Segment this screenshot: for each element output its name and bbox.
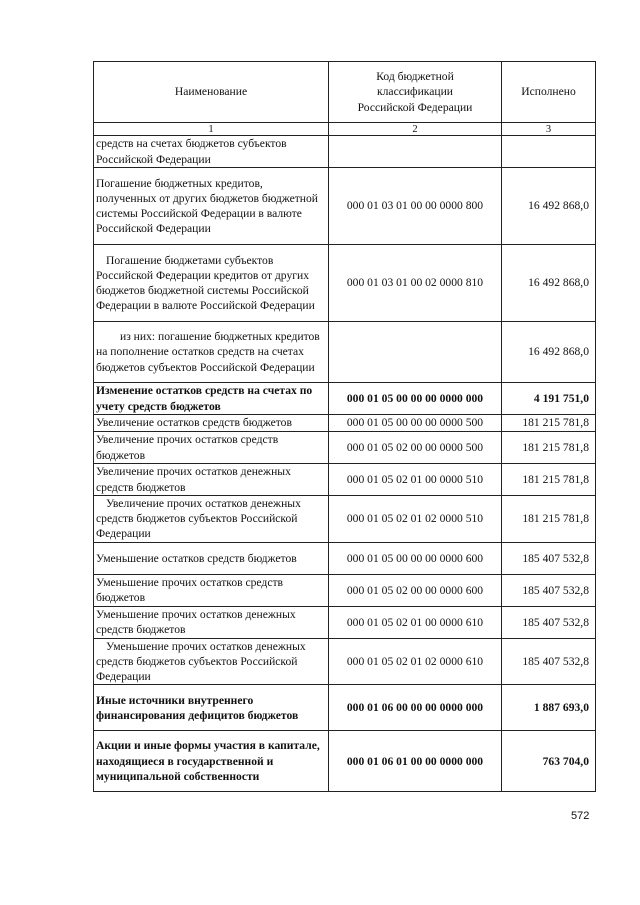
row-code: 000 01 03 01 00 00 0000 800 xyxy=(329,168,502,245)
row-value xyxy=(502,136,596,168)
row-code xyxy=(329,322,502,383)
table-row xyxy=(94,136,596,168)
row-code xyxy=(329,136,502,168)
row-value: 1 887 693,0 xyxy=(502,685,596,731)
table-row xyxy=(94,731,596,792)
header-name: Наименование xyxy=(94,62,329,123)
row-name xyxy=(94,496,329,543)
table-row xyxy=(94,496,596,543)
row-name: Увеличение прочих остатков средств бюджетов xyxy=(94,432,329,464)
row-value: 763 704,0 xyxy=(502,731,596,792)
table-row xyxy=(94,685,596,731)
row-name xyxy=(94,245,329,322)
table-row xyxy=(94,432,596,464)
row-code: 000 01 05 02 01 00 0000 610 xyxy=(329,606,502,638)
row-code: 000 01 06 01 00 00 0000 000 xyxy=(329,731,502,792)
row-name xyxy=(94,322,329,383)
column-number-row xyxy=(94,123,596,136)
row-value: 185 407 532,8 xyxy=(502,606,596,638)
row-value: 181 215 781,8 xyxy=(502,464,596,496)
row-value: 185 407 532,8 xyxy=(502,638,596,685)
column-number: 1 xyxy=(94,123,329,136)
table-row xyxy=(94,542,596,574)
table-row xyxy=(94,464,596,496)
row-name xyxy=(94,638,329,685)
row-value: 181 215 781,8 xyxy=(502,432,596,464)
row-value: 181 215 781,8 xyxy=(502,496,596,543)
row-name: Погашение бюджетных кредитов, полученных от других бюджетов бюджетной системы Российской Федерации в валюте Российской Федерации xyxy=(94,168,329,245)
row-name: Иные источники внутреннего финансирования дефицитов бюджетов xyxy=(94,685,329,731)
column-number: 2 xyxy=(329,123,502,136)
table-row xyxy=(94,383,596,415)
budget-sources-table xyxy=(93,61,596,792)
table-row xyxy=(94,606,596,638)
page-number: 572 xyxy=(571,810,590,822)
table-row xyxy=(94,415,596,432)
row-name: Уменьшение прочих остатков средств бюджетов xyxy=(94,574,329,606)
row-name: Увеличение прочих остатков денежных средств бюджетов xyxy=(94,464,329,496)
row-code: 000 01 05 02 00 00 0000 500 xyxy=(329,432,502,464)
row-code: 000 01 05 02 01 02 0000 510 xyxy=(329,496,502,543)
row-name: Акции и иные формы участия в капитале, находящиеся в государственной и муниципальной собственности xyxy=(94,731,329,792)
row-value: 185 407 532,8 xyxy=(502,574,596,606)
header-value: Исполнено xyxy=(502,62,596,123)
row-value: 181 215 781,8 xyxy=(502,415,596,432)
row-code: 000 01 05 02 01 00 0000 510 xyxy=(329,464,502,496)
table-row xyxy=(94,245,596,322)
column-number: 3 xyxy=(502,123,596,136)
row-value: 16 492 868,0 xyxy=(502,322,596,383)
table-row xyxy=(94,168,596,245)
row-name-text: Увеличение прочих остатков денежных средств бюджетов субъектов Российской Федерации xyxy=(96,497,301,541)
row-name-text: Погашение бюджетами субъектов Российской Федерации кредитов от других бюджетов бюджетной системы Российской Федерации в валюте Российской Федерации xyxy=(96,253,315,313)
row-name: средств на счетах бюджетов субъектов Российской Федерации xyxy=(94,136,329,168)
row-name: Увеличение остатков средств бюджетов xyxy=(94,415,329,432)
row-name-text: Уменьшение прочих остатков денежных средств бюджетов субъектов Российской Федерации xyxy=(96,639,306,684)
row-name: Изменение остатков средств на счетах по учету средств бюджетов xyxy=(94,383,329,415)
row-name: Уменьшение остатков средств бюджетов xyxy=(94,542,329,574)
table-header-row xyxy=(94,62,596,123)
row-code: 000 01 05 00 00 00 0000 600 xyxy=(329,542,502,574)
table-row xyxy=(94,322,596,383)
row-name-text: из них: погашение бюджетных кредитов на пополнение остатков средств на счетах бюджетов субъектов Российской Федерации xyxy=(96,330,320,374)
row-value: 16 492 868,0 xyxy=(502,168,596,245)
row-code: 000 01 05 02 01 02 0000 610 xyxy=(329,638,502,685)
row-code: 000 01 06 00 00 00 0000 000 xyxy=(329,685,502,731)
table-row xyxy=(94,638,596,685)
row-code: 000 01 05 00 00 00 0000 500 xyxy=(329,415,502,432)
row-code: 000 01 05 00 00 00 0000 000 xyxy=(329,383,502,415)
row-name: Уменьшение прочих остатков денежных средств бюджетов xyxy=(94,606,329,638)
header-code: Код бюджетной классификации Российской Федерации xyxy=(329,62,502,123)
row-value: 16 492 868,0 xyxy=(502,245,596,322)
row-value: 4 191 751,0 xyxy=(502,383,596,415)
row-value: 185 407 532,8 xyxy=(502,542,596,574)
row-code: 000 01 03 01 00 02 0000 810 xyxy=(329,245,502,322)
row-code: 000 01 05 02 00 00 0000 600 xyxy=(329,574,502,606)
table-row xyxy=(94,574,596,606)
